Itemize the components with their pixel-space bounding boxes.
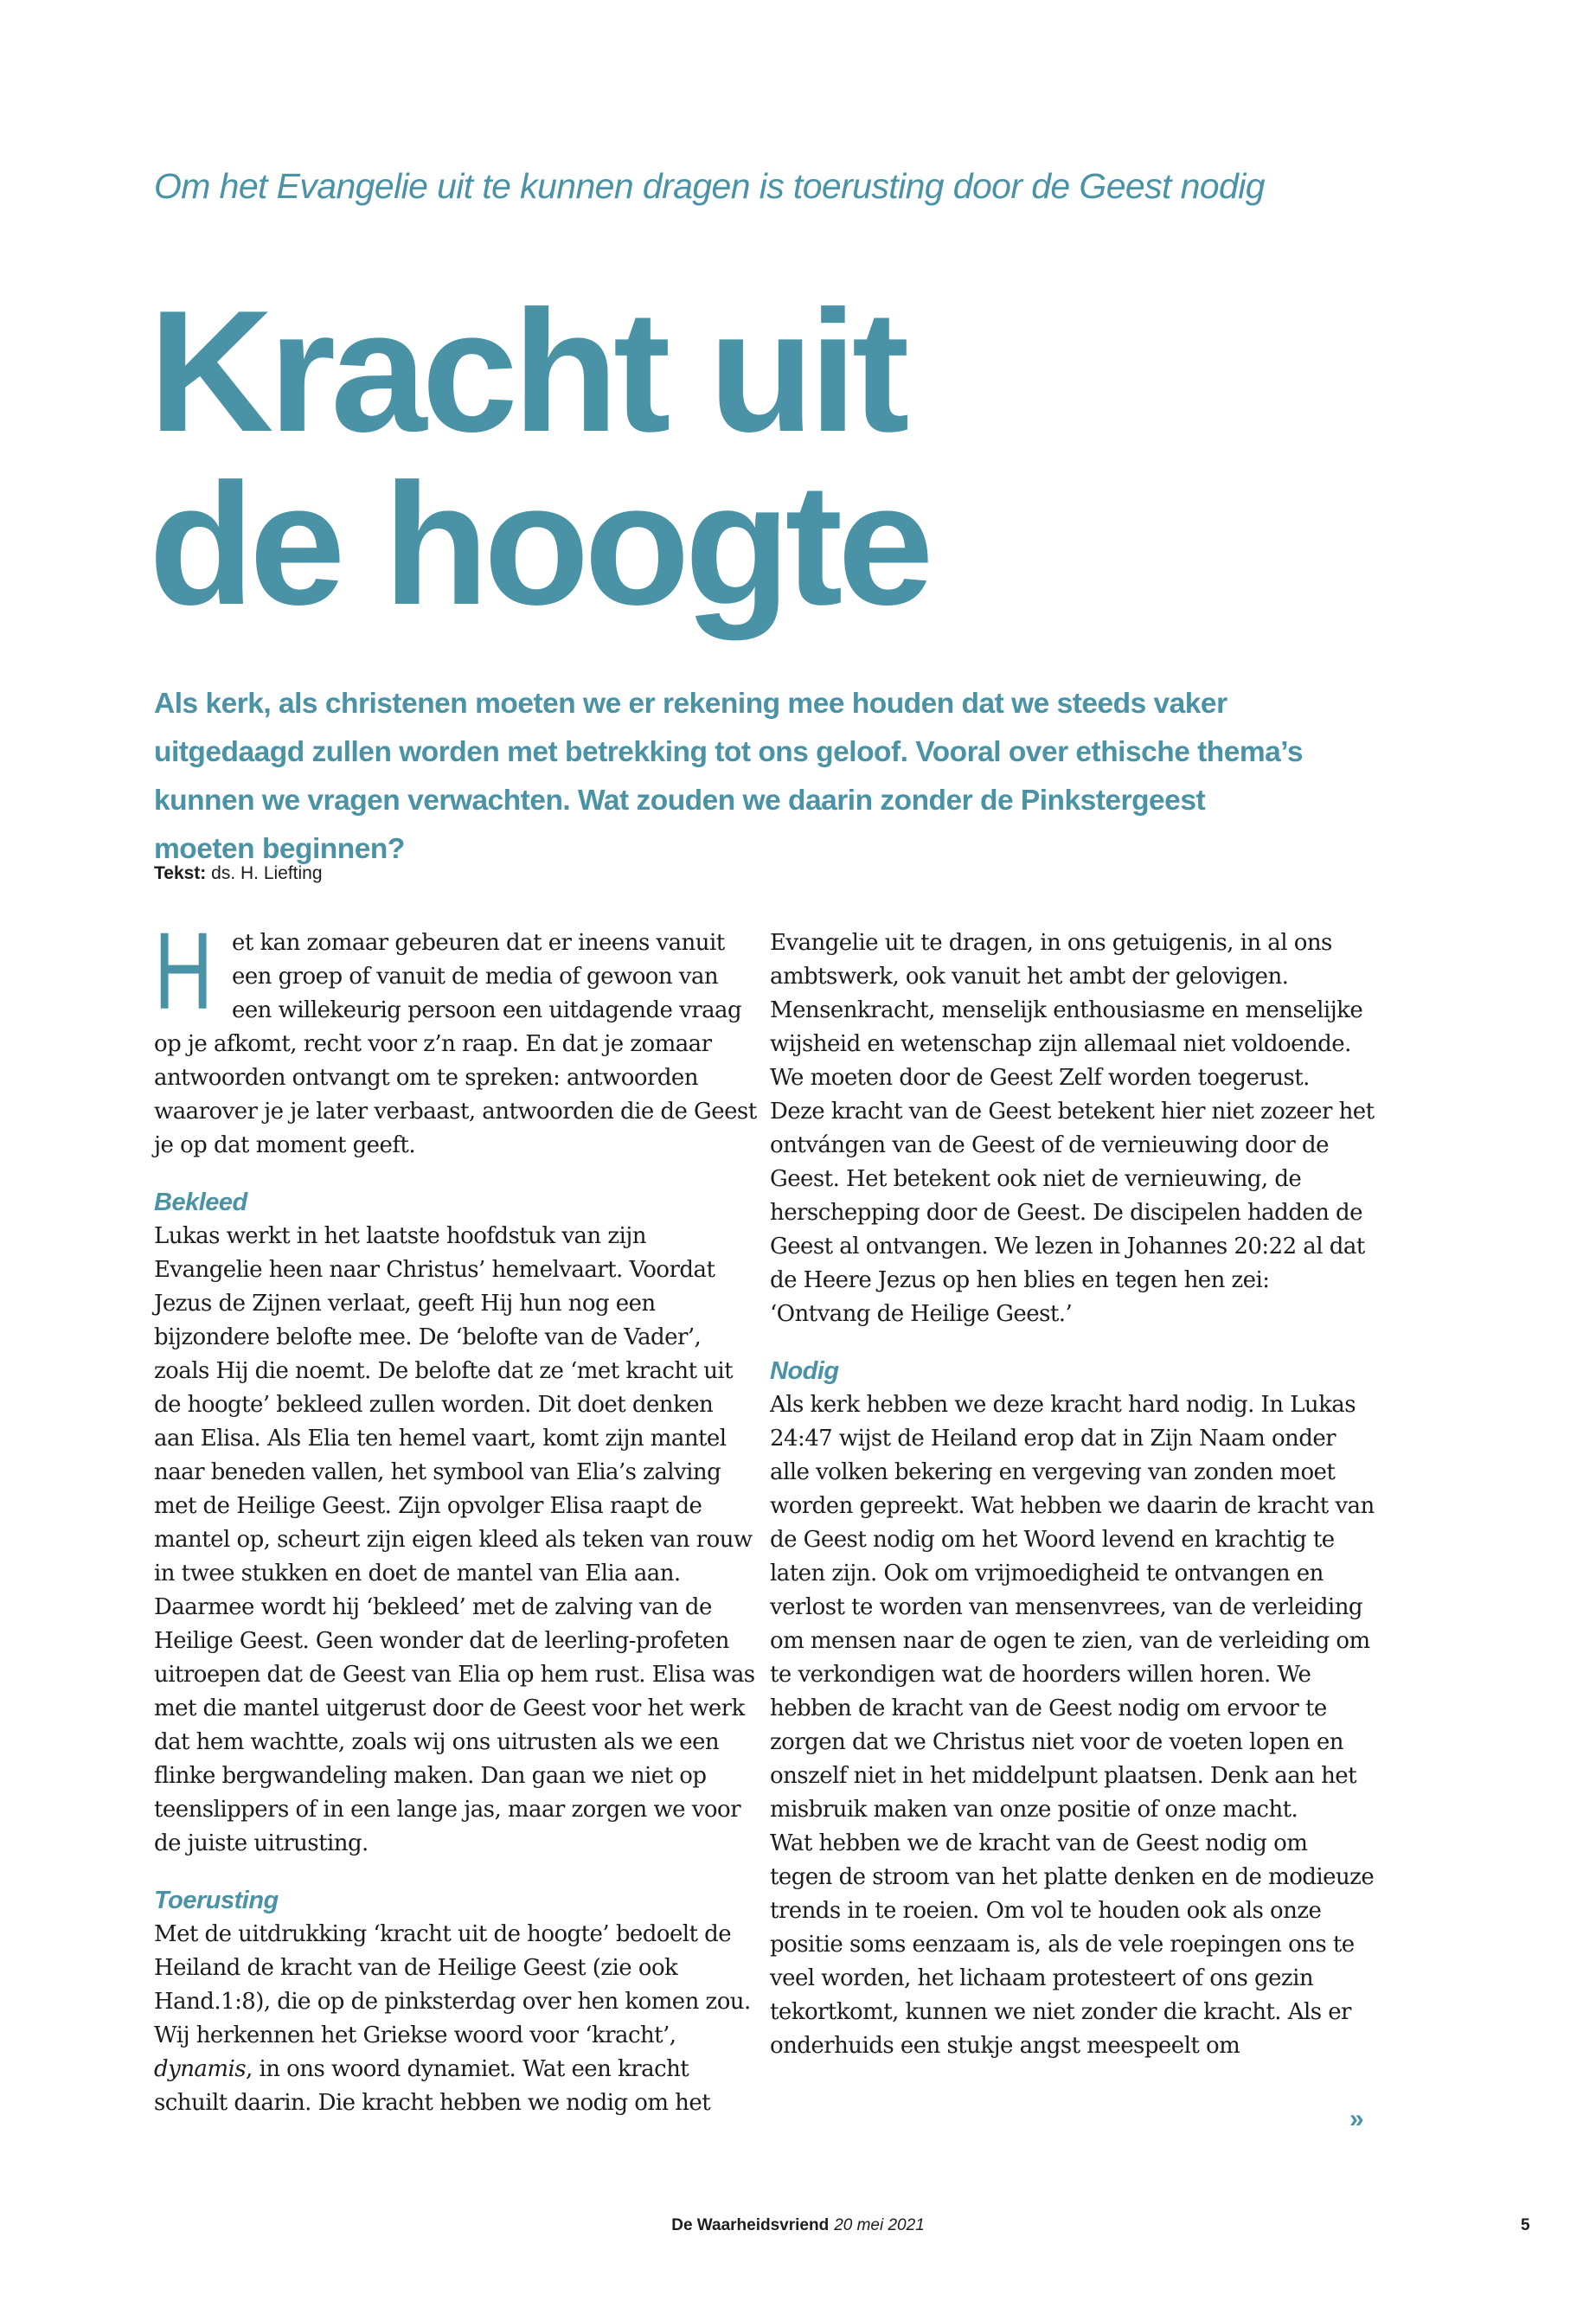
paragraph-toerusting-part-2: , in ons woord dynamiet. Wat een kracht schuilt daarin. Die kracht hebben we nodig om het — [154, 2056, 711, 2116]
intro-paragraph: Als kerk, als christenen moeten we er rekening mee houden dat we steeds vaker uitgedaagd zullen worden met betrekking tot ons geloof. Vooral over ethische thema’s kunnen we vragen verwachten. Wat zouden we daarin zonder de Pinkstergeest moeten beginnen? — [154, 688, 1303, 865]
title-line-2: de hoogte — [149, 448, 929, 641]
title-line-1: Kracht uit — [149, 275, 905, 468]
paragraph-nodig: Als kerk hebben we deze kracht hard nodig. In Lukas 24:47 wijst de Heiland erop dat in Zijn Naam onder alle volken bekering en vergeving van zonden moet worden gepreekt. Wat hebben we daarin de kracht van de Geest nodig om het Woord levend en krachtig te laten zijn. Ook om vrijmoedigheid te ontvangen en verlost te worden van mensenvrees, van de verleiding om mensen naar de ogen te zien, van de verleiding om te verkondigen wat de hoorders willen horen. We hebben de kracht van de Geest nodig om ervoor te zorgen dat we Christus niet voor de voeten lopen en onszelf niet in het middelpunt plaatsen. Denk aan het misbruik maken van onze positie of onze macht. — [770, 1392, 1375, 1823]
continue-marker: » — [1349, 2105, 1364, 2133]
paragraph-bekleed: Lukas werkt in het laatste hoofdstuk van zijn Evangelie heen naar Christus’ hemelvaart. Voordat Jezus de Zijnen verlaat, geeft Hij hun nog een bijzondere belofte mee. De ‘belofte van de Vader’, zoals Hij die noemt. De belofte dat ze ‘met kracht uit de hoogte’ bekleed zullen worden. Dit doet denken aan Elisa. Als Elia ten hemel vaart, komt zijn mantel naar beneden vallen, het symbool van Elia’s zalving met de Heilige Geest. Zijn opvolger Elisa raapt de mantel op, scheurt zijn eigen kleed als teken van rouw in twee stukken en doet de mantel van Elia aan. Daarmee wordt hij ‘bekleed’ met de zalving van de Heilige Geest. Geen wonder dat de leerling-profeten uitroepen dat de Geest van Elia op hem rust. Elisa was met die mantel uitgerust door de Geest voor het werk dat hem wachtte, zoals wij ons uitrusten als we een flinke bergwandeling maken. Dan gaan we niet op teenslippers of in een lange jas, maar zorgen we voor de juiste uitrusting. — [154, 1223, 755, 1856]
footer — [0, 2216, 1596, 2235]
article-title — [149, 275, 929, 641]
paragraph-kracht: Deze kracht van de Geest betekent hier niet zozeer het ontvángen van de Geest of de vernieuwing door de Geest. Het betekent ook niet de vernieuwing, de herschepping door de Geest. De discipelen hadden de Geest al ontvangen. We lezen in Johannes 20:22 al dat de Heere Jezus op hen blies en tegen hen zei: ‘Ontvang de Heilige Geest.’ — [770, 1099, 1375, 1327]
page-number: 5 — [1521, 2216, 1530, 2234]
footer-publication: De Waarheidsvriend — [671, 2216, 830, 2234]
drop-cap: H — [154, 910, 213, 1032]
right-column — [770, 926, 1375, 2063]
kicker: Om het Evangelie uit te kunnen dragen is toerusting door de Geest nodig — [154, 166, 1265, 206]
byline-label: Tekst: — [154, 863, 207, 883]
paragraph-stroom: Wat hebben we de kracht van de Geest nodig om tegen de stroom van het platte denken en de modieuze trends in te roeien. Om vol te houden ook als onze positie soms eenzaam is, als de vele roepingen ons te veel worden, het lichaam protesteert of ons gezin tekortkomt, kunnen we niet zonder die kracht. Als er onderhuids een stukje angst meespeelt om — [770, 1830, 1375, 2059]
paragraph-continued: Evangelie uit te dragen, in ons getuigenis, in al ons ambtswerk, ook vanuit het ambt der gelovigen. Mensenkracht, menselijk enthousiasme en menselijke wijsheid en wetenschap zijn allemaal niet voldoende. We moeten door de Geest Zelf worden toegerust. — [770, 930, 1363, 1091]
paragraph-toerusting-italic: dynamis — [154, 2056, 247, 2082]
byline — [154, 863, 323, 884]
heading-nodig: Nodig — [770, 1357, 839, 1385]
paragraph-toerusting-part-1: Met de uitdrukking ‘kracht uit de hoogte’ bedoelt de Heiland de kracht van de Heilige Geest (zie ook Hand.1:8), die op de pinksterdag over hen komen zou. Wij herkennen het Griekse woord voor ‘kracht’, — [154, 1921, 751, 2048]
left-column — [154, 910, 760, 2120]
paragraph-toerusting — [154, 1918, 760, 2120]
heading-bekleed: Bekleed — [154, 1189, 247, 1216]
byline-author: ds. H. Liefting — [211, 863, 323, 883]
opening-paragraph — [154, 910, 760, 1163]
heading-toerusting: Toerusting — [154, 1887, 279, 1914]
opening-text: et kan zomaar gebeuren dat er ineens vanuit een groep of vanuit de media of gewoon van een willekeurig persoon een uitdagende vraag op je afkomt, recht voor z’n raap. En dat je zomaar antwoorden ontvangt om te spreken: antwoorden waarover je je later verbaast, antwoorden die de Geest je op dat moment geeft. — [154, 930, 757, 1158]
footer-date: 20 mei 2021 — [834, 2216, 925, 2234]
